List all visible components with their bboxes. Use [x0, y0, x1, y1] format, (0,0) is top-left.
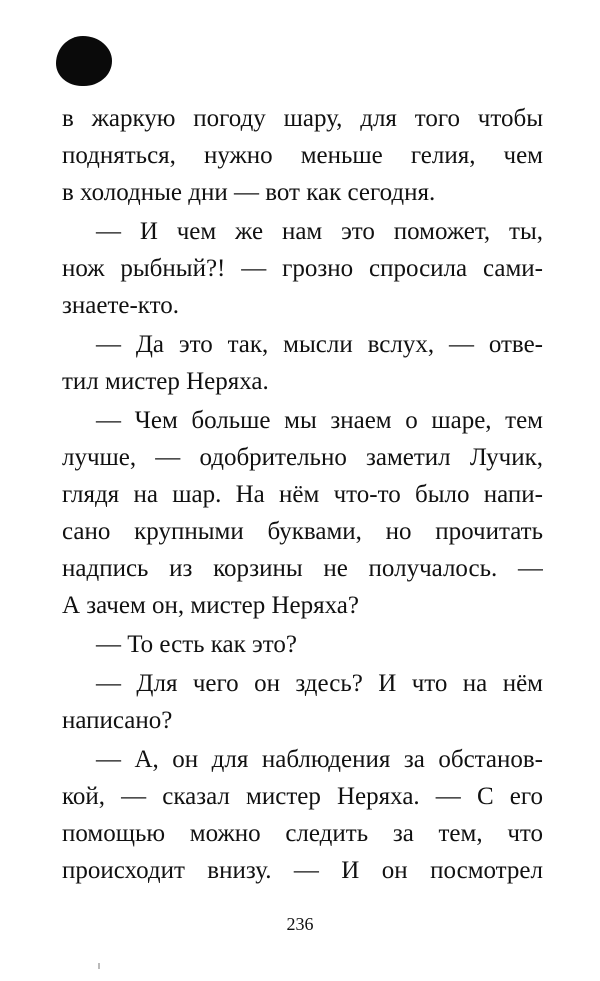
text-line: помощью можно следить за тем, что: [62, 820, 543, 847]
text-line: происходит внизу. — И он посмотрел: [62, 857, 543, 884]
text-line: написано?: [62, 707, 173, 734]
text-line: А зачем он, мистер Неряха?: [62, 592, 359, 619]
text-line: тил мистер Неряха.: [62, 368, 269, 395]
text-line: в холодные дни — вот как сегодня.: [62, 179, 436, 206]
text-line: глядя на шар. На нём что-то было напи-: [62, 481, 543, 508]
text-line: кой, — сказал мистер Неряха. — С его: [62, 783, 543, 810]
text-line: — Для чего он здесь? И что на нём: [96, 670, 543, 697]
text-line: — Да это так, мысли вслух, — отве-: [96, 331, 543, 358]
page-text: [62, 100, 543, 889]
text-line: надпись из корзины не получалось. —: [62, 555, 543, 582]
text-line: подняться, нужно меньше гелия, чем: [62, 142, 543, 169]
scan-speck: [98, 963, 100, 969]
text-line: — И чем же нам это поможет, ты,: [96, 218, 543, 245]
ink-blot-icon: [56, 36, 112, 86]
text-line: — То есть как это?: [96, 631, 297, 658]
text-line: лучше, — одобрительно заметил Лучик,: [62, 444, 543, 471]
text-line: сано крупными буквами, но прочитать: [62, 518, 543, 545]
text-line: — Чем больше мы знаем о шаре, тем: [96, 407, 543, 434]
text-line: — А, он для наблюдения за обстанов-: [96, 746, 543, 773]
text-line: нож рыбный?! — грозно спросила сами-: [62, 255, 543, 282]
text-line: в жаркую погоду шару, для того чтобы: [62, 105, 543, 132]
text-line: знаете-кто.: [62, 292, 179, 319]
page-number: 236: [286, 914, 314, 934]
